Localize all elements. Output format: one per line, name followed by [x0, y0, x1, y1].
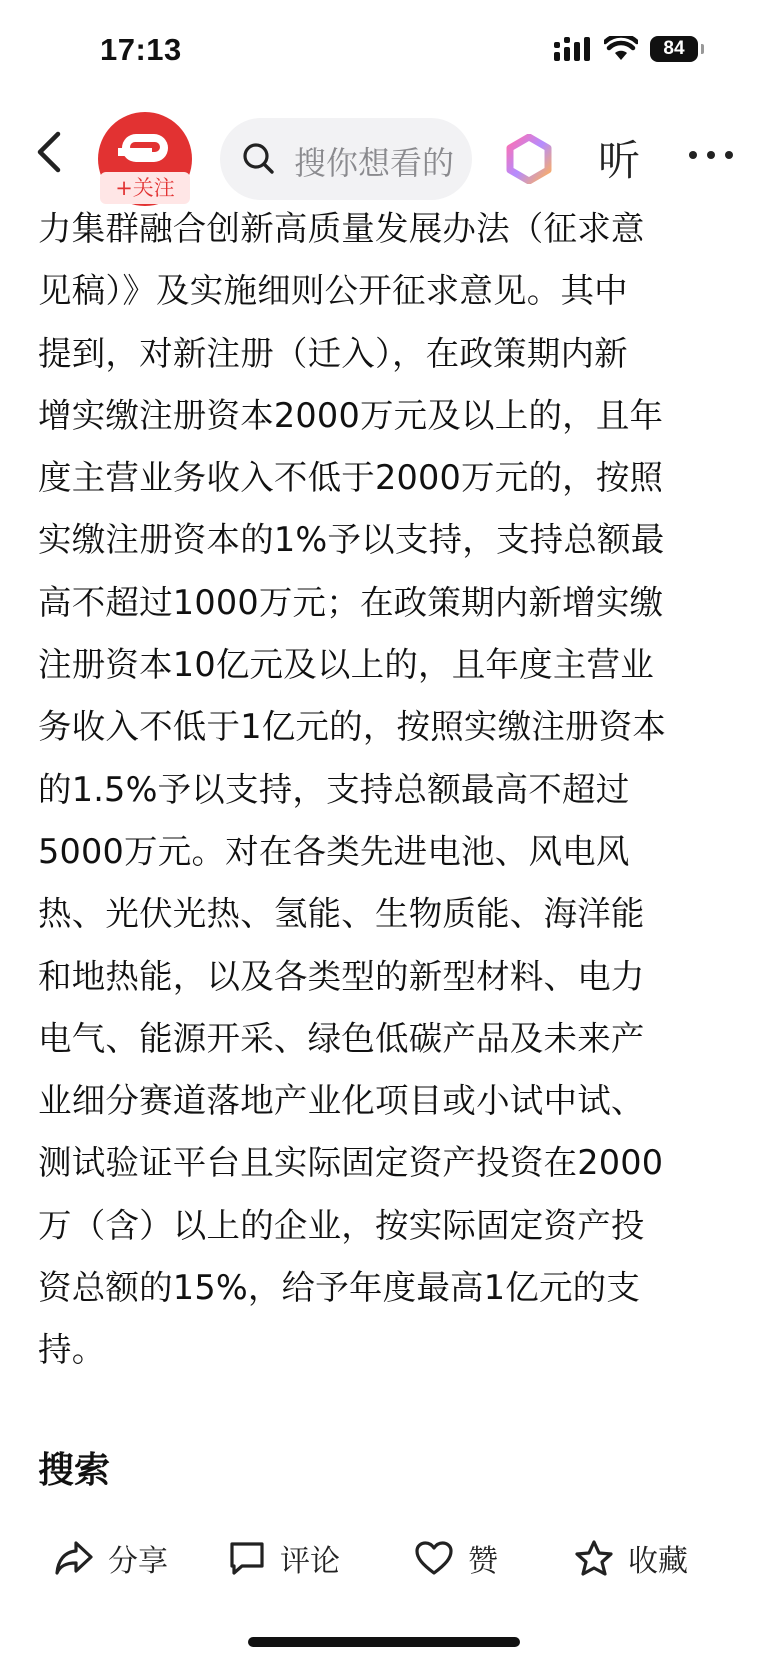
cellular-signal-icon	[554, 37, 592, 61]
status-time: 17:13	[100, 32, 182, 67]
article-line: 资总额的15%，给予年度最高1亿元的支	[38, 1268, 641, 1308]
star-icon	[574, 1539, 614, 1577]
article-line: 力集群融合创新高质量发展办法（征求意	[38, 209, 645, 248]
battery-indicator	[650, 36, 698, 62]
article-line: 度主营业务收入不低于2000万元的，按照	[38, 458, 664, 498]
comment-label: 评论	[280, 1544, 340, 1579]
favorite-button[interactable]	[574, 1536, 688, 1580]
search-section-title: 搜索	[38, 1450, 111, 1491]
action-bar	[0, 1518, 768, 1608]
share-button[interactable]	[54, 1536, 168, 1580]
more-dots-icon[interactable]	[688, 150, 734, 160]
status-bar	[0, 0, 768, 100]
article-line: 务收入不低于1亿元的，按照实缴注册资本	[38, 707, 667, 747]
home-indicator	[248, 1637, 520, 1647]
article-line: 热、光伏光热、氢能、生物质能、海洋能	[38, 894, 645, 934]
back-chevron-icon[interactable]	[30, 130, 70, 174]
share-label: 分享	[108, 1544, 168, 1579]
heart-icon	[414, 1540, 454, 1576]
article-line: 增实缴注册资本2000万元及以上的，且年	[38, 395, 664, 435]
article-line: 持。	[38, 1330, 106, 1370]
article-line: 测试验证平台且实际固定资产投资在2000	[38, 1143, 664, 1183]
article-line: 和地热能，以及各类型的新型材料、电力	[38, 956, 645, 996]
like-label: 赞	[468, 1544, 498, 1579]
author-avatar-group[interactable]	[98, 112, 192, 206]
battery-cap	[701, 44, 704, 54]
article-line: 实缴注册资本的1%予以支持，支持总额最	[38, 520, 665, 560]
article-line: 业细分赛道落地产业化项目或小试中试、	[38, 1081, 645, 1121]
comment-bubble-icon	[228, 1540, 266, 1576]
article-line: 高不超过1000万元；在政策期内新增实缴	[38, 582, 664, 622]
search-placeholder: 搜你想看的	[294, 144, 455, 182]
article-line: 电气、能源开采、绿色低碳产品及未来产	[38, 1018, 645, 1058]
article-line: 万（含）以上的企业，按实际固定资产投	[38, 1205, 645, 1245]
article-line: 提到，对新注册（迁入），在政策期内新	[38, 333, 628, 373]
wifi-icon	[604, 36, 638, 62]
battery-level: 84	[663, 38, 685, 59]
article-line: 注册资本10亿元及以上的，且年度主营业	[38, 645, 654, 685]
article-line: 的1.5%予以支持，支持总额最高不超过	[38, 769, 630, 809]
status-indicators	[554, 36, 698, 62]
article-body	[38, 198, 738, 1382]
ai-hexagon-icon[interactable]	[506, 134, 552, 184]
article-line: 5000万元。对在各类先进电池、风电风	[38, 831, 630, 871]
listen-button[interactable]: 听	[598, 136, 641, 185]
comment-button[interactable]	[228, 1536, 340, 1580]
nav-bar	[0, 100, 768, 200]
article-line: 见稿）》及实施细则公开征求意见。其中	[38, 271, 628, 311]
search-input[interactable]	[220, 118, 472, 200]
follow-button[interactable]: +关注	[100, 172, 190, 204]
like-button[interactable]	[414, 1536, 498, 1580]
share-arrow-icon	[54, 1540, 94, 1576]
search-icon	[242, 142, 276, 176]
favorite-label: 收藏	[628, 1544, 688, 1579]
